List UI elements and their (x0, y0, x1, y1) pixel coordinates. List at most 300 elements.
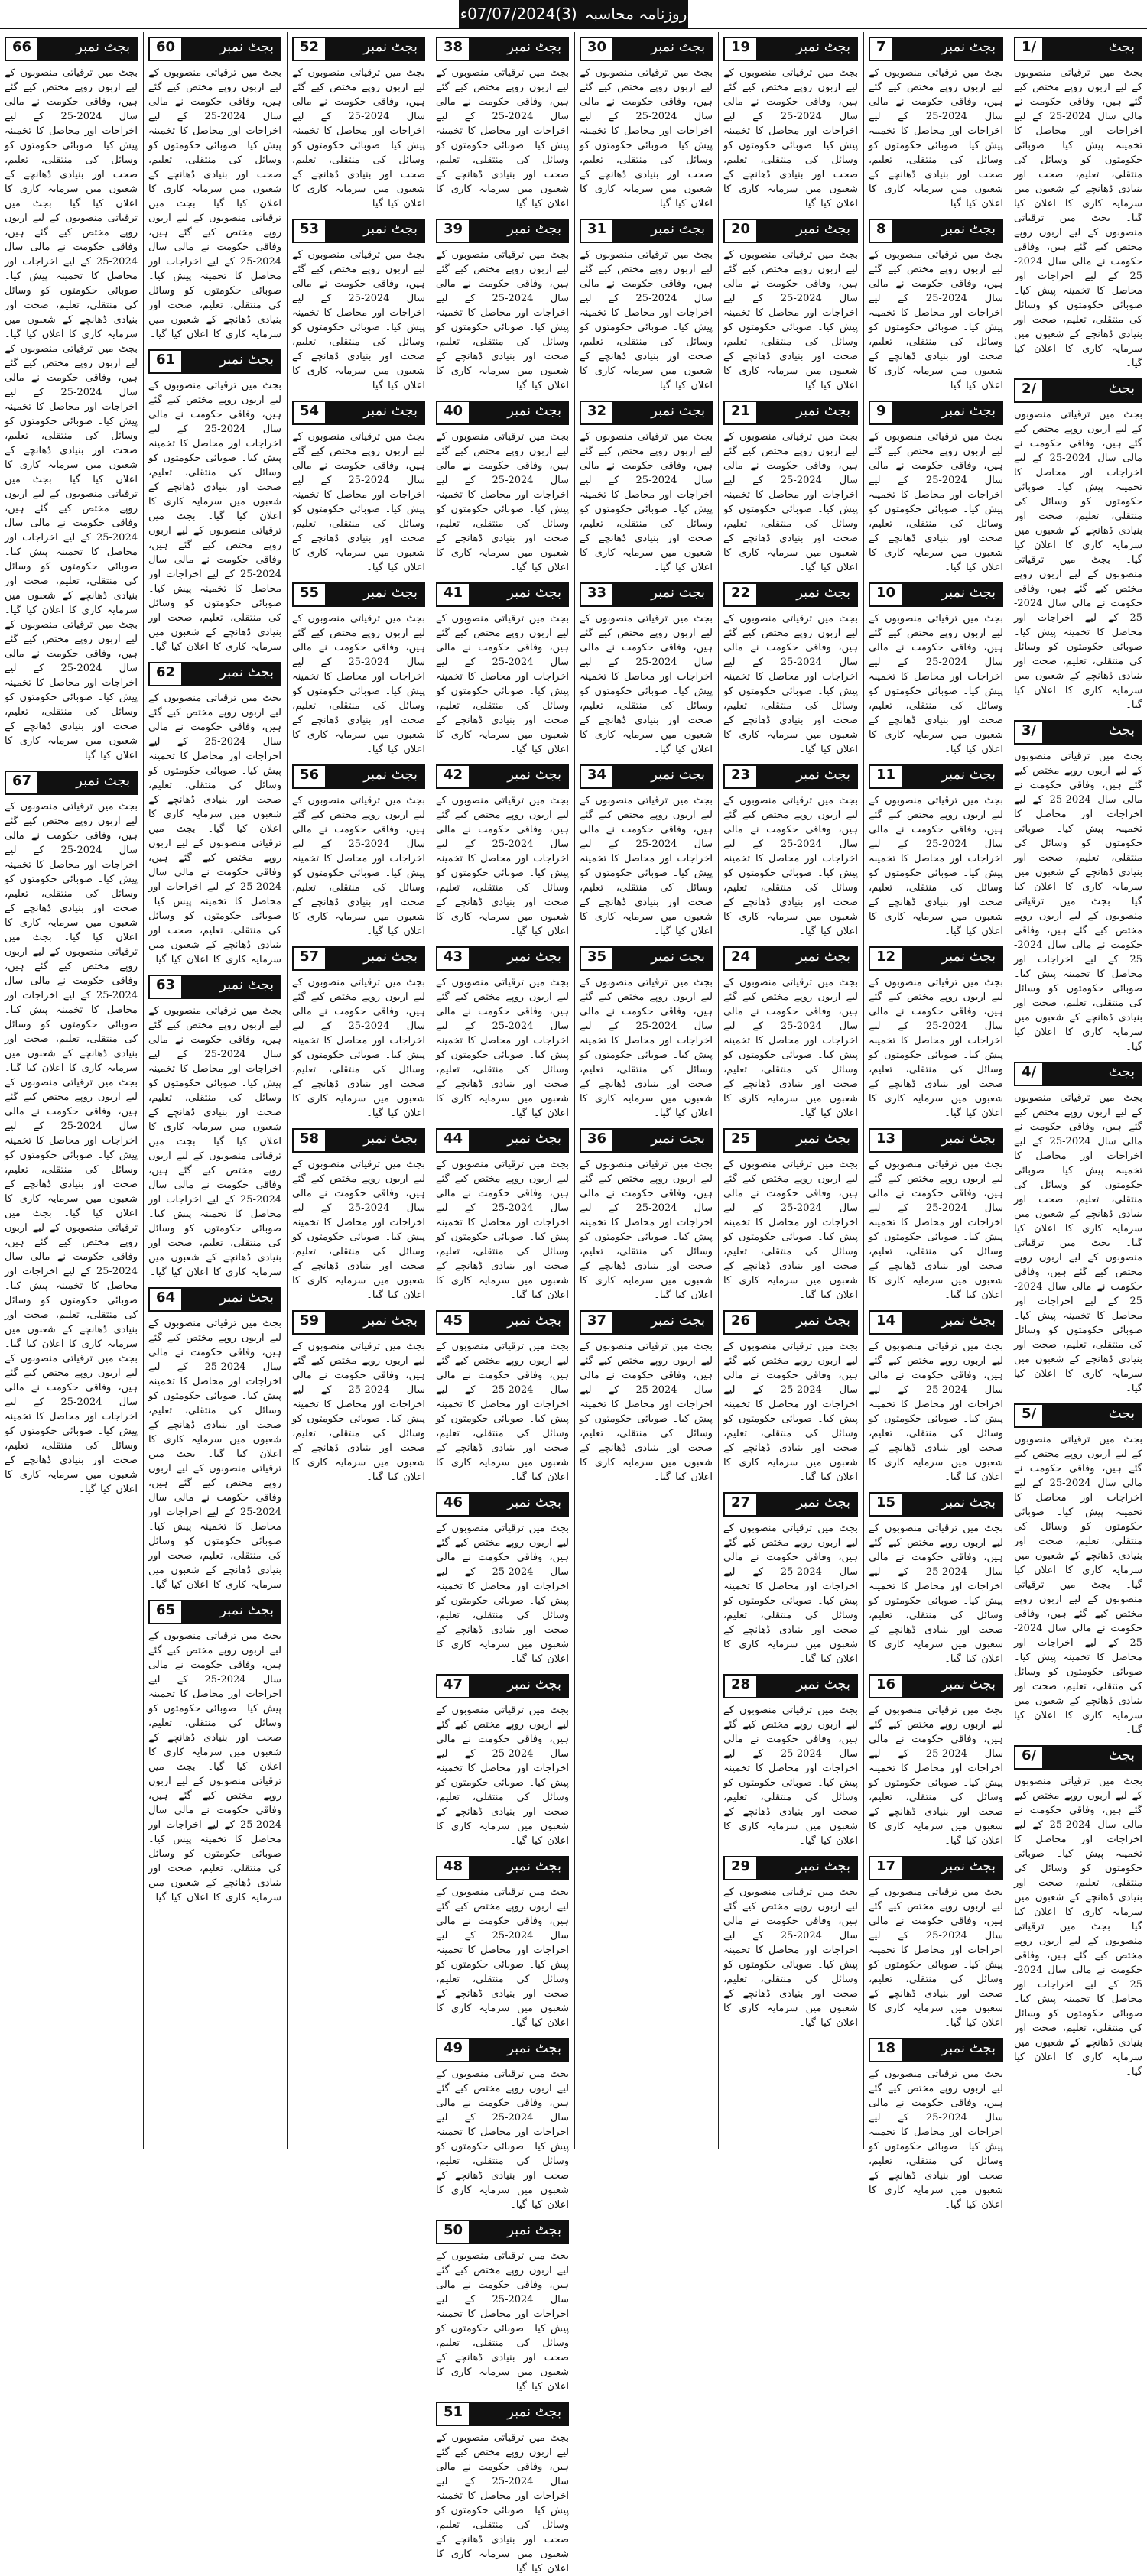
section-heading-box (436, 401, 569, 425)
section-number: 67 (6, 772, 37, 793)
section-body-text: بجٹ میں ترقیاتی منصوبوں کے لیے اربوں روپے مختص کیے گئے ہیں، وفاقی حکومت نے مالی سال 2024-25 کے لیے اخراجات اور محاصل کا تخمینہ پیش کیا۔ صوبائی حکومتوں کو وسائل کی منتقلی، تعلیم، صحت اور بنیادی ڈھانچے کے شعبوں میں سرمایہ کاری کا اعلان کیا گیا۔ بجٹ میں ترقیاتی منصوبوں کے لیے اربوں روپے مختص کیے گئے ہیں، وفاقی حکومت نے مالی سال 2024-25 کے لیے اخراجات اور محاصل کا تخمینہ پیش کیا۔ صوبائی حکومتوں کو وسائل کی منتقلی، تعلیم، صحت اور بنیادی ڈھانچے کے شعبوں میں سرمایہ کاری کا اعلان کیا گیا۔ (148, 1318, 281, 1591)
section-label: بجٹ نمبر (902, 584, 1002, 605)
section-heading-box (580, 219, 713, 243)
section-body-text: بجٹ میں ترقیاتی منصوبوں کے لیے اربوں روپے مختص کیے گئے ہیں، وفاقی حکومت نے مالی سال 2024-25 کے لیے اخراجات اور محاصل کا تخمینہ پیش کیا۔ صوبائی حکومتوں کو وسائل کی منتقلی، تعلیم، صحت اور بنیادی ڈھانچے کے شعبوں میں سرمایہ کاری کا اعلان کیا گیا۔ (580, 795, 713, 937)
column-6 (288, 32, 430, 2149)
section-label: بجٹ (1042, 722, 1141, 743)
section-heading-box (580, 582, 713, 607)
section-heading-box (292, 1310, 425, 1335)
budget-section (436, 946, 569, 1121)
section-heading-box (292, 946, 425, 971)
section-heading-box (723, 219, 858, 243)
section-body-text: بجٹ میں ترقیاتی منصوبوں کے لیے اربوں روپے مختص کیے گئے ہیں، وفاقی حکومت نے مالی سال 2024-25 کے لیے اخراجات اور محاصل کا تخمینہ پیش کیا۔ صوبائی حکومتوں کو وسائل کی منتقلی، تعلیم، صحت اور بنیادی ڈھانچے کے شعبوں میں سرمایہ کاری کا اعلان کیا گیا۔ (580, 613, 713, 755)
section-heading-box (436, 1492, 569, 1517)
budget-section (436, 1128, 569, 1303)
section-body-text: بجٹ میں ترقیاتی منصوبوں کے لیے اربوں روپے مختص کیے گئے ہیں، وفاقی حکومت نے مالی سال 2024-25 کے لیے اخراجات اور محاصل کا تخمینہ پیش کیا۔ صوبائی حکومتوں کو وسائل کی منتقلی، تعلیم، صحت اور بنیادی ڈھانچے کے شعبوں میں سرمایہ کاری کا اعلان کیا گیا۔ (723, 1523, 858, 1665)
section-label: بجٹ نمبر (181, 663, 280, 685)
section-body-text: بجٹ میں ترقیاتی منصوبوں کے لیے اربوں روپے مختص کیے گئے ہیں، وفاقی حکومت نے مالی سال 2024-25 کے لیے اخراجات اور محاصل کا تخمینہ پیش کیا۔ صوبائی حکومتوں کو وسائل کی منتقلی، تعلیم، صحت اور بنیادی ڈھانچے کے شعبوں میں سرمایہ کاری کا اعلان کیا گیا۔ (580, 249, 713, 391)
section-number: 17 (870, 1857, 902, 1879)
section-number: 62 (150, 663, 181, 685)
section-body-text: بجٹ میں ترقیاتی منصوبوں کے لیے اربوں روپے مختص کیے گئے ہیں، وفاقی حکومت نے مالی سال 2024-25 کے لیے اخراجات اور محاصل کا تخمینہ پیش کیا۔ صوبائی حکومتوں کو وسائل کی منتقلی، تعلیم، صحت اور بنیادی ڈھانچے کے شعبوں میں سرمایہ کاری کا اعلان کیا گیا۔ (436, 613, 569, 755)
section-number: 46 (437, 1494, 469, 1515)
section-label: بجٹ نمبر (902, 948, 1002, 969)
section-number: 3/ (1015, 722, 1042, 743)
section-label: بجٹ نمبر (469, 1130, 567, 1151)
section-body-text: بجٹ میں ترقیاتی منصوبوں کے لیے اربوں روپے مختص کیے گئے ہیں، وفاقی حکومت نے مالی سال 2024-25 کے لیے اخراجات اور محاصل کا تخمینہ پیش کیا۔ صوبائی حکومتوں کو وسائل کی منتقلی، تعلیم، صحت اور بنیادی ڈھانچے کے شعبوں میں سرمایہ کاری کا اعلان کیا گیا۔ (292, 249, 425, 391)
section-body-text: بجٹ میں ترقیاتی منصوبوں کے لیے اربوں روپے مختص کیے گئے ہیں، وفاقی حکومت نے مالی سال 2024-25 کے لیے اخراجات اور محاصل کا تخمینہ پیش کیا۔ صوبائی حکومتوں کو وسائل کی منتقلی، تعلیم، صحت اور بنیادی ڈھانچے کے شعبوں میں سرمایہ کاری کا اعلان کیا گیا۔ بجٹ میں ترقیاتی منصوبوں کے لیے اربوں روپے مختص کیے گئے ہیں، وفاقی حکومت نے مالی سال 2024-25 کے لیے اخراجات اور محاصل کا تخمینہ پیش کیا۔ صوبائی حکومتوں کو وسائل کی منتقلی، تعلیم، صحت اور بنیادی ڈھانچے کے شعبوں میں سرمایہ کاری کا اعلان کیا گیا۔ (1014, 409, 1142, 711)
section-body-text: بجٹ میں ترقیاتی منصوبوں کے لیے اربوں روپے مختص کیے گئے ہیں، وفاقی حکومت نے مالی سال 2024-25 کے لیے اخراجات اور محاصل کا تخمینہ پیش کیا۔ صوبائی حکومتوں کو وسائل کی منتقلی، تعلیم، صحت اور بنیادی ڈھانچے کے شعبوں میں سرمایہ کاری کا اعلان کیا گیا۔ (292, 977, 425, 1119)
section-label: بجٹ نمبر (756, 1676, 856, 1697)
budget-section (723, 1128, 858, 1303)
section-body-text: بجٹ میں ترقیاتی منصوبوں کے لیے اربوں روپے مختص کیے گئے ہیں، وفاقی حکومت نے مالی سال 2024-25 کے لیے اخراجات اور محاصل کا تخمینہ پیش کیا۔ صوبائی حکومتوں کو وسائل کی منتقلی، تعلیم، صحت اور بنیادی ڈھانچے کے شعبوں میں سرمایہ کاری کا اعلان کیا گیا۔ بجٹ میں ترقیاتی منصوبوں کے لیے اربوں روپے مختص کیے گئے ہیں، وفاقی حکومت نے مالی سال 2024-25 کے لیے اخراجات اور محاصل کا تخمینہ پیش کیا۔ صوبائی حکومتوں کو وسائل کی منتقلی، تعلیم، صحت اور بنیادی ڈھانچے کے شعبوں میں سرمایہ کاری کا اعلان کیا گیا۔ (1014, 1092, 1142, 1394)
section-body-text: بجٹ میں ترقیاتی منصوبوں کے لیے اربوں روپے مختص کیے گئے ہیں، وفاقی حکومت نے مالی سال 2024-25 کے لیے اخراجات اور محاصل کا تخمینہ پیش کیا۔ صوبائی حکومتوں کو وسائل کی منتقلی، تعلیم، صحت اور بنیادی ڈھانچے کے شعبوں میں سرمایہ کاری کا اعلان کیا گیا۔ (723, 249, 858, 391)
budget-section (292, 1128, 425, 1303)
section-body-text: بجٹ میں ترقیاتی منصوبوں کے لیے اربوں روپے مختص کیے گئے ہیں، وفاقی حکومت نے مالی سال 2024-25 کے لیے اخراجات اور محاصل کا تخمینہ پیش کیا۔ صوبائی حکومتوں کو وسائل کی منتقلی، تعلیم، صحت اور بنیادی ڈھانچے کے شعبوں میں سرمایہ کاری کا اعلان کیا گیا۔ (580, 67, 713, 209)
section-heading-box (148, 349, 281, 374)
budget-section (869, 764, 1003, 939)
column-divider (718, 32, 719, 2149)
section-heading-box (292, 764, 425, 789)
budget-section (292, 946, 425, 1121)
section-heading-box (580, 1310, 713, 1335)
section-number: 57 (294, 948, 325, 969)
section-heading-box (580, 401, 713, 425)
column-5 (431, 32, 574, 2574)
section-body-text: بجٹ میں ترقیاتی منصوبوں کے لیے اربوں روپے مختص کیے گئے ہیں، وفاقی حکومت نے مالی سال 2024-25 کے لیے اخراجات اور محاصل کا تخمینہ پیش کیا۔ صوبائی حکومتوں کو وسائل کی منتقلی، تعلیم، صحت اور بنیادی ڈھانچے کے شعبوں میں سرمایہ کاری کا اعلان کیا گیا۔ (436, 2068, 569, 2211)
section-label: بجٹ نمبر (469, 1857, 567, 1879)
column-2 (864, 32, 1008, 2211)
section-body-text: بجٹ میں ترقیاتی منصوبوں کے لیے اربوں روپے مختص کیے گئے ہیں، وفاقی حکومت نے مالی سال 2024-25 کے لیے اخراجات اور محاصل کا تخمینہ پیش کیا۔ صوبائی حکومتوں کو وسائل کی منتقلی، تعلیم، صحت اور بنیادی ڈھانچے کے شعبوں میں سرمایہ کاری کا اعلان کیا گیا۔ بجٹ میں ترقیاتی منصوبوں کے لیے اربوں روپے مختص کیے گئے ہیں، وفاقی حکومت نے مالی سال 2024-25 کے لیے اخراجات اور محاصل کا تخمینہ پیش کیا۔ صوبائی حکومتوں کو وسائل کی منتقلی، تعلیم، صحت اور بنیادی ڈھانچے کے شعبوں میں سرمایہ کاری کا اعلان کیا گیا۔ (1014, 751, 1142, 1053)
budget-section (580, 582, 713, 757)
section-heading-box (723, 1856, 858, 1880)
budget-section (436, 219, 569, 393)
section-label: بجٹ نمبر (181, 976, 280, 998)
section-body-text: بجٹ میں ترقیاتی منصوبوں کے لیے اربوں روپے مختص کیے گئے ہیں، وفاقی حکومت نے مالی سال 2024-25 کے لیے اخراجات اور محاصل کا تخمینہ پیش کیا۔ صوبائی حکومتوں کو وسائل کی منتقلی، تعلیم، صحت اور بنیادی ڈھانچے کے شعبوں میں سرمایہ کاری کا اعلان کیا گیا۔ (436, 977, 569, 1119)
section-heading-box (436, 2402, 569, 2426)
section-number: 66 (6, 38, 37, 60)
section-label: بجٹ نمبر (469, 220, 567, 242)
section-number: 53 (294, 220, 325, 242)
budget-section (148, 1287, 281, 1592)
budget-section (580, 37, 713, 211)
section-body-text: بجٹ میں ترقیاتی منصوبوں کے لیے اربوں روپے مختص کیے گئے ہیں، وفاقی حکومت نے مالی سال 2024-25 کے لیے اخراجات اور محاصل کا تخمینہ پیش کیا۔ صوبائی حکومتوں کو وسائل کی منتقلی، تعلیم، صحت اور بنیادی ڈھانچے کے شعبوں میں سرمایہ کاری کا اعلان کیا گیا۔ (436, 795, 569, 937)
section-label: بجٹ نمبر (325, 766, 424, 787)
section-body-text: بجٹ میں ترقیاتی منصوبوں کے لیے اربوں روپے مختص کیے گئے ہیں، وفاقی حکومت نے مالی سال 2024-25 کے لیے اخراجات اور محاصل کا تخمینہ پیش کیا۔ صوبائی حکومتوں کو وسائل کی منتقلی، تعلیم، صحت اور بنیادی ڈھانچے کے شعبوں میں سرمایہ کاری کا اعلان کیا گیا۔ (869, 977, 1003, 1119)
section-number: 18 (870, 2039, 902, 2061)
section-heading-box (869, 401, 1003, 425)
section-heading-box (436, 1856, 569, 1880)
section-heading-box (148, 975, 281, 999)
section-label: بجٹ نمبر (612, 1130, 711, 1151)
section-label: بجٹ نمبر (612, 38, 711, 60)
column-divider (143, 32, 144, 2149)
section-heading-box (869, 1310, 1003, 1335)
budget-section (580, 764, 713, 939)
section-heading-box (723, 582, 858, 607)
section-number: 28 (725, 1676, 756, 1697)
section-heading-box (869, 37, 1003, 61)
section-number: 51 (437, 2403, 469, 2425)
section-label: بجٹ نمبر (325, 1130, 424, 1151)
budget-section (148, 37, 281, 342)
section-label: بجٹ نمبر (325, 584, 424, 605)
section-body-text: بجٹ میں ترقیاتی منصوبوں کے لیے اربوں روپے مختص کیے گئے ہیں، وفاقی حکومت نے مالی سال 2024-25 کے لیے اخراجات اور محاصل کا تخمینہ پیش کیا۔ صوبائی حکومتوں کو وسائل کی منتقلی، تعلیم، صحت اور بنیادی ڈھانچے کے شعبوں میں سرمایہ کاری کا اعلان کیا گیا۔ (436, 67, 569, 209)
section-heading-box (436, 1310, 569, 1335)
section-number: 10 (870, 584, 902, 605)
budget-section (1014, 1062, 1142, 1396)
section-heading-box (869, 219, 1003, 243)
section-body-text: بجٹ میں ترقیاتی منصوبوں کے لیے اربوں روپے مختص کیے گئے ہیں، وفاقی حکومت نے مالی سال 2024-25 کے لیے اخراجات اور محاصل کا تخمینہ پیش کیا۔ صوبائی حکومتوں کو وسائل کی منتقلی، تعلیم، صحت اور بنیادی ڈھانچے کے شعبوں میں سرمایہ کاری کا اعلان کیا گیا۔ (723, 431, 858, 573)
section-heading-box (723, 1128, 858, 1153)
section-number: 14 (870, 1312, 902, 1333)
section-heading-box (436, 946, 569, 971)
section-body-text: بجٹ میں ترقیاتی منصوبوں کے لیے اربوں روپے مختص کیے گئے ہیں، وفاقی حکومت نے مالی سال 2024-25 کے لیے اخراجات اور محاصل کا تخمینہ پیش کیا۔ صوبائی حکومتوں کو وسائل کی منتقلی، تعلیم، صحت اور بنیادی ڈھانچے کے شعبوں میں سرمایہ کاری کا اعلان کیا گیا۔ (580, 1341, 713, 1483)
section-number: 8 (870, 220, 892, 242)
section-heading-box (580, 1128, 713, 1153)
section-heading-box (1014, 378, 1142, 403)
section-number: 36 (581, 1130, 612, 1151)
section-label: بجٹ نمبر (612, 402, 711, 423)
masthead-date: (3)07/07/2024ء (460, 5, 577, 23)
section-number: 64 (150, 1289, 181, 1310)
section-number: 40 (437, 402, 469, 423)
section-heading-box (292, 582, 425, 607)
section-label: بجٹ نمبر (902, 1676, 1002, 1697)
budget-section (1014, 1403, 1142, 1737)
budget-section (1014, 1745, 1142, 2079)
section-label: بجٹ نمبر (469, 1494, 567, 1515)
section-label: بجٹ نمبر (469, 2403, 567, 2425)
section-number: 30 (581, 38, 612, 60)
section-body-text: بجٹ میں ترقیاتی منصوبوں کے لیے اربوں روپے مختص کیے گئے ہیں، وفاقی حکومت نے مالی سال 2024-25 کے لیے اخراجات اور محاصل کا تخمینہ پیش کیا۔ صوبائی حکومتوں کو وسائل کی منتقلی، تعلیم، صحت اور بنیادی ڈھانچے کے شعبوں میں سرمایہ کاری کا اعلان کیا گیا۔ بجٹ میں ترقیاتی منصوبوں کے لیے اربوں روپے مختص کیے گئے ہیں، وفاقی حکومت نے مالی سال 2024-25 کے لیے اخراجات اور محاصل کا تخمینہ پیش کیا۔ صوبائی حکومتوں کو وسائل کی منتقلی، تعلیم، صحت اور بنیادی ڈھانچے کے شعبوں میں سرمایہ کاری کا اعلان کیا گیا۔ (148, 693, 281, 965)
budget-section (869, 1674, 1003, 1848)
section-body-text: بجٹ میں ترقیاتی منصوبوں کے لیے اربوں روپے مختص کیے گئے ہیں، وفاقی حکومت نے مالی سال 2024-25 کے لیے اخراجات اور محاصل کا تخمینہ پیش کیا۔ صوبائی حکومتوں کو وسائل کی منتقلی، تعلیم، صحت اور بنیادی ڈھانچے کے شعبوں میں سرمایہ کاری کا اعلان کیا گیا۔ (869, 795, 1003, 937)
section-heading-box (148, 662, 281, 686)
budget-section (723, 764, 858, 939)
budget-section (5, 771, 138, 1497)
column-1 (1009, 32, 1147, 2149)
section-label: بجٹ نمبر (181, 1289, 280, 1310)
section-number: 55 (294, 584, 325, 605)
masthead-rule (0, 28, 1147, 29)
section-body-text: بجٹ میں ترقیاتی منصوبوں کے لیے اربوں روپے مختص کیے گئے ہیں، وفاقی حکومت نے مالی سال 2024-25 کے لیے اخراجات اور محاصل کا تخمینہ پیش کیا۔ صوبائی حکومتوں کو وسائل کی منتقلی، تعلیم، صحت اور بنیادی ڈھانچے کے شعبوں میں سرمایہ کاری کا اعلان کیا گیا۔ (869, 2068, 1003, 2211)
section-label: بجٹ نمبر (902, 1312, 1002, 1333)
section-heading-box (723, 946, 858, 971)
section-number: 23 (725, 766, 756, 787)
section-body-text: بجٹ میں ترقیاتی منصوبوں کے لیے اربوں روپے مختص کیے گئے ہیں، وفاقی حکومت نے مالی سال 2024-25 کے لیے اخراجات اور محاصل کا تخمینہ پیش کیا۔ صوبائی حکومتوں کو وسائل کی منتقلی، تعلیم، صحت اور بنیادی ڈھانچے کے شعبوں میں سرمایہ کاری کا اعلان کیا گیا۔ (723, 1705, 858, 1847)
section-body-text: بجٹ میں ترقیاتی منصوبوں کے لیے اربوں روپے مختص کیے گئے ہیں، وفاقی حکومت نے مالی سال 2024-25 کے لیے اخراجات اور محاصل کا تخمینہ پیش کیا۔ صوبائی حکومتوں کو وسائل کی منتقلی، تعلیم، صحت اور بنیادی ڈھانچے کے شعبوں میں سرمایہ کاری کا اعلان کیا گیا۔ (723, 613, 858, 755)
section-heading-box (436, 1128, 569, 1153)
section-number: 15 (870, 1494, 902, 1515)
budget-section (580, 1310, 713, 1484)
budget-section (436, 401, 569, 575)
budget-section (869, 1310, 1003, 1484)
budget-section (148, 349, 281, 654)
section-label: بجٹ (1042, 380, 1141, 401)
budget-section (436, 37, 569, 211)
section-body-text: بجٹ میں ترقیاتی منصوبوں کے لیے اربوں روپے مختص کیے گئے ہیں، وفاقی حکومت نے مالی سال 2024-25 کے لیے اخراجات اور محاصل کا تخمینہ پیش کیا۔ صوبائی حکومتوں کو وسائل کی منتقلی، تعلیم، صحت اور بنیادی ڈھانچے کے شعبوں میں سرمایہ کاری کا اعلان کیا گیا۔ (292, 795, 425, 937)
section-heading-box (5, 37, 138, 61)
section-heading-box (148, 1600, 281, 1624)
section-label: بجٹ نمبر (756, 1312, 856, 1333)
section-heading-box (723, 1674, 858, 1698)
section-body-text: بجٹ میں ترقیاتی منصوبوں کے لیے اربوں روپے مختص کیے گئے ہیں، وفاقی حکومت نے مالی سال 2024-25 کے لیے اخراجات اور محاصل کا تخمینہ پیش کیا۔ صوبائی حکومتوں کو وسائل کی منتقلی، تعلیم، صحت اور بنیادی ڈھانچے کے شعبوں میں سرمایہ کاری کا اعلان کیا گیا۔ (723, 1159, 858, 1301)
section-label: بجٹ نمبر (612, 220, 711, 242)
section-label: بجٹ نمبر (902, 1130, 1002, 1151)
column-divider (287, 32, 288, 2149)
section-body-text: بجٹ میں ترقیاتی منصوبوں کے لیے اربوں روپے مختص کیے گئے ہیں، وفاقی حکومت نے مالی سال 2024-25 کے لیے اخراجات اور محاصل کا تخمینہ پیش کیا۔ صوبائی حکومتوں کو وسائل کی منتقلی، تعلیم، صحت اور بنیادی ڈھانچے کے شعبوں میں سرمایہ کاری کا اعلان کیا گیا۔ بجٹ میں ترقیاتی منصوبوں کے لیے اربوں روپے مختص کیے گئے ہیں، وفاقی حکومت نے مالی سال 2024-25 کے لیے اخراجات اور محاصل کا تخمینہ پیش کیا۔ صوبائی حکومتوں کو وسائل کی منتقلی، تعلیم، صحت اور بنیادی ڈھانچے کے شعبوں میں سرمایہ کاری کا اعلان کیا گیا۔ (1014, 1776, 1142, 2078)
budget-section (869, 1128, 1003, 1303)
section-heading-box (1014, 720, 1142, 745)
budget-section (436, 2402, 569, 2576)
section-body-text: بجٹ میں ترقیاتی منصوبوں کے لیے اربوں روپے مختص کیے گئے ہیں، وفاقی حکومت نے مالی سال 2024-25 کے لیے اخراجات اور محاصل کا تخمینہ پیش کیا۔ صوبائی حکومتوں کو وسائل کی منتقلی، تعلیم، صحت اور بنیادی ڈھانچے کے شعبوں میں سرمایہ کاری کا اعلان کیا گیا۔ بجٹ میں ترقیاتی منصوبوں کے لیے اربوں روپے مختص کیے گئے ہیں، وفاقی حکومت نے مالی سال 2024-25 کے لیے اخراجات اور محاصل کا تخمینہ پیش کیا۔ صوبائی حکومتوں کو وسائل کی منتقلی، تعلیم، صحت اور بنیادی ڈھانچے کے شعبوں میں سرمایہ کاری کا اعلان کیا گیا۔ بجٹ میں ترقیاتی منصوبوں کے لیے اربوں روپے مختص کیے گئے ہیں، وفاقی حکومت نے مالی سال 2024-25 کے لیے اخراجات اور محاصل کا تخمینہ پیش کیا۔ صوبائی حکومتوں کو وسائل کی منتقلی، تعلیم، صحت اور بنیادی ڈھانچے کے شعبوں میں سرمایہ کاری کا اعلان کیا گیا۔ بجٹ میں ترقیاتی منصوبوں کے لیے اربوں روپے مختص کیے گئے ہیں، وفاقی حکومت نے مالی سال 2024-25 کے لیے اخراجات اور محاصل کا تخمینہ پیش کیا۔ صوبائی حکومتوں کو وسائل کی منتقلی، تعلیم، صحت اور بنیادی ڈھانچے کے شعبوں میں سرمایہ کاری کا اعلان کیا گیا۔ بجٹ میں ترقیاتی منصوبوں کے لیے اربوں روپے مختص کیے گئے ہیں، وفاقی حکومت نے مالی سال 2024-25 کے لیے اخراجات اور محاصل کا تخمینہ پیش کیا۔ صوبائی حکومتوں کو وسائل کی منتقلی، تعلیم، صحت اور بنیادی ڈھانچے کے شعبوں میں سرمایہ کاری کا اعلان کیا گیا۔ (5, 801, 138, 1495)
section-number: 27 (725, 1494, 756, 1515)
budget-section (869, 1856, 1003, 2030)
section-number: 21 (725, 402, 756, 423)
section-body-text: بجٹ میں ترقیاتی منصوبوں کے لیے اربوں روپے مختص کیے گئے ہیں، وفاقی حکومت نے مالی سال 2024-25 کے لیے اخراجات اور محاصل کا تخمینہ پیش کیا۔ صوبائی حکومتوں کو وسائل کی منتقلی، تعلیم، صحت اور بنیادی ڈھانچے کے شعبوں میں سرمایہ کاری کا اعلان کیا گیا۔ (292, 67, 425, 209)
section-body-text: بجٹ میں ترقیاتی منصوبوں کے لیے اربوں روپے مختص کیے گئے ہیں، وفاقی حکومت نے مالی سال 2024-25 کے لیے اخراجات اور محاصل کا تخمینہ پیش کیا۔ صوبائی حکومتوں کو وسائل کی منتقلی، تعلیم، صحت اور بنیادی ڈھانچے کے شعبوں میں سرمایہ کاری کا اعلان کیا گیا۔ بجٹ میں ترقیاتی منصوبوں کے لیے اربوں روپے مختص کیے گئے ہیں، وفاقی حکومت نے مالی سال 2024-25 کے لیے اخراجات اور محاصل کا تخمینہ پیش کیا۔ صوبائی حکومتوں کو وسائل کی منتقلی، تعلیم، صحت اور بنیادی ڈھانچے کے شعبوں میں سرمایہ کاری کا اعلان کیا گیا۔ (148, 1630, 281, 1903)
budget-section (580, 219, 713, 393)
section-number: 26 (725, 1312, 756, 1333)
section-heading-box (1014, 37, 1142, 61)
section-number: 4/ (1015, 1063, 1042, 1085)
section-body-text: بجٹ میں ترقیاتی منصوبوں کے لیے اربوں روپے مختص کیے گئے ہیں، وفاقی حکومت نے مالی سال 2024-25 کے لیے اخراجات اور محاصل کا تخمینہ پیش کیا۔ صوبائی حکومتوں کو وسائل کی منتقلی، تعلیم، صحت اور بنیادی ڈھانچے کے شعبوں میں سرمایہ کاری کا اعلان کیا گیا۔ (723, 1887, 858, 2029)
section-number: 41 (437, 584, 469, 605)
section-label: بجٹ نمبر (469, 1676, 567, 1697)
section-heading-box (148, 1287, 281, 1312)
section-label: بجٹ نمبر (181, 38, 280, 60)
section-body-text: بجٹ میں ترقیاتی منصوبوں کے لیے اربوں روپے مختص کیے گئے ہیں، وفاقی حکومت نے مالی سال 2024-25 کے لیے اخراجات اور محاصل کا تخمینہ پیش کیا۔ صوبائی حکومتوں کو وسائل کی منتقلی، تعلیم، صحت اور بنیادی ڈھانچے کے شعبوں میں سرمایہ کاری کا اعلان کیا گیا۔ (292, 1159, 425, 1301)
section-number: 58 (294, 1130, 325, 1151)
section-label: بجٹ نمبر (325, 948, 424, 969)
section-heading-box (436, 582, 569, 607)
section-number: 59 (294, 1312, 325, 1333)
section-number: 31 (581, 220, 612, 242)
section-label: بجٹ نمبر (756, 1857, 856, 1879)
section-body-text: بجٹ میں ترقیاتی منصوبوں کے لیے اربوں روپے مختص کیے گئے ہیں، وفاقی حکومت نے مالی سال 2024-25 کے لیے اخراجات اور محاصل کا تخمینہ پیش کیا۔ صوبائی حکومتوں کو وسائل کی منتقلی، تعلیم، صحت اور بنیادی ڈھانچے کے شعبوں میں سرمایہ کاری کا اعلان کیا گیا۔ (580, 977, 713, 1119)
section-body-text: بجٹ میں ترقیاتی منصوبوں کے لیے اربوں روپے مختص کیے گئے ہیں، وفاقی حکومت نے مالی سال 2024-25 کے لیے اخراجات اور محاصل کا تخمینہ پیش کیا۔ صوبائی حکومتوں کو وسائل کی منتقلی، تعلیم، صحت اور بنیادی ڈھانچے کے شعبوں میں سرمایہ کاری کا اعلان کیا گیا۔ (436, 431, 569, 573)
section-label: بجٹ نمبر (902, 766, 1002, 787)
section-body-text: بجٹ میں ترقیاتی منصوبوں کے لیے اربوں روپے مختص کیے گئے ہیں، وفاقی حکومت نے مالی سال 2024-25 کے لیے اخراجات اور محاصل کا تخمینہ پیش کیا۔ صوبائی حکومتوں کو وسائل کی منتقلی، تعلیم، صحت اور بنیادی ڈھانچے کے شعبوں میں سرمایہ کاری کا اعلان کیا گیا۔ بجٹ میں ترقیاتی منصوبوں کے لیے اربوں روپے مختص کیے گئے ہیں، وفاقی حکومت نے مالی سال 2024-25 کے لیے اخراجات اور محاصل کا تخمینہ پیش کیا۔ صوبائی حکومتوں کو وسائل کی منتقلی، تعلیم، صحت اور بنیادی ڈھانچے کے شعبوں میں سرمایہ کاری کا اعلان کیا گیا۔ (1014, 1434, 1142, 1736)
section-label: بجٹ نمبر (469, 2221, 567, 2243)
section-number: 39 (437, 220, 469, 242)
section-body-text: بجٹ میں ترقیاتی منصوبوں کے لیے اربوں روپے مختص کیے گئے ہیں، وفاقی حکومت نے مالی سال 2024-25 کے لیے اخراجات اور محاصل کا تخمینہ پیش کیا۔ صوبائی حکومتوں کو وسائل کی منتقلی، تعلیم، صحت اور بنیادی ڈھانچے کے شعبوں میں سرمایہ کاری کا اعلان کیا گیا۔ (436, 1705, 569, 1847)
section-body-text: بجٹ میں ترقیاتی منصوبوں کے لیے اربوں روپے مختص کیے گئے ہیں، وفاقی حکومت نے مالی سال 2024-25 کے لیے اخراجات اور محاصل کا تخمینہ پیش کیا۔ صوبائی حکومتوں کو وسائل کی منتقلی، تعلیم، صحت اور بنیادی ڈھانچے کے شعبوں میں سرمایہ کاری کا اعلان کیا گیا۔ (436, 2250, 569, 2393)
column-8 (0, 32, 142, 2149)
masthead-title: روزنامہ محاسبہ (584, 5, 687, 23)
section-number: 65 (150, 1601, 181, 1623)
section-label: بجٹ نمبر (756, 220, 856, 242)
section-heading-box (148, 37, 281, 61)
budget-section (436, 1492, 569, 1666)
section-number: 13 (870, 1130, 902, 1151)
section-label: بجٹ نمبر (756, 948, 856, 969)
section-body-text: بجٹ میں ترقیاتی منصوبوں کے لیے اربوں روپے مختص کیے گئے ہیں، وفاقی حکومت نے مالی سال 2024-25 کے لیے اخراجات اور محاصل کا تخمینہ پیش کیا۔ صوبائی حکومتوں کو وسائل کی منتقلی، تعلیم، صحت اور بنیادی ڈھانچے کے شعبوں میں سرمایہ کاری کا اعلان کیا گیا۔ (723, 977, 858, 1119)
section-heading-box (580, 764, 713, 789)
section-heading-box (436, 219, 569, 243)
budget-section (869, 946, 1003, 1121)
budget-section (869, 1492, 1003, 1666)
section-number: 54 (294, 402, 325, 423)
section-label: بجٹ نمبر (612, 1312, 711, 1333)
section-body-text: بجٹ میں ترقیاتی منصوبوں کے لیے اربوں روپے مختص کیے گئے ہیں، وفاقی حکومت نے مالی سال 2024-25 کے لیے اخراجات اور محاصل کا تخمینہ پیش کیا۔ صوبائی حکومتوں کو وسائل کی منتقلی، تعلیم، صحت اور بنیادی ڈھانچے کے شعبوں میں سرمایہ کاری کا اعلان کیا گیا۔ (436, 2432, 569, 2574)
budget-section (723, 37, 858, 211)
section-heading-box (1014, 1745, 1142, 1770)
section-label: بجٹ نمبر (325, 1312, 424, 1333)
section-label: بجٹ نمبر (756, 402, 856, 423)
section-body-text: بجٹ میں ترقیاتی منصوبوں کے لیے اربوں روپے مختص کیے گئے ہیں، وفاقی حکومت نے مالی سال 2024-25 کے لیے اخراجات اور محاصل کا تخمینہ پیش کیا۔ صوبائی حکومتوں کو وسائل کی منتقلی، تعلیم، صحت اور بنیادی ڈھانچے کے شعبوں میں سرمایہ کاری کا اعلان کیا گیا۔ (869, 613, 1003, 755)
section-label: بجٹ نمبر (756, 1494, 856, 1515)
section-label: بجٹ نمبر (469, 948, 567, 969)
section-number: 48 (437, 1857, 469, 1879)
section-number: 22 (725, 584, 756, 605)
column-divider (863, 32, 864, 2149)
section-number: 50 (437, 2221, 469, 2243)
budget-section (869, 582, 1003, 757)
section-label: بجٹ نمبر (756, 584, 856, 605)
section-number: 5/ (1015, 1405, 1042, 1426)
budget-section (436, 1856, 569, 2030)
budget-section (869, 401, 1003, 575)
section-label: بجٹ نمبر (902, 1857, 1002, 1879)
column-4 (575, 32, 717, 2149)
column-divider (574, 32, 575, 2149)
section-body-text: بجٹ میں ترقیاتی منصوبوں کے لیے اربوں روپے مختص کیے گئے ہیں، وفاقی حکومت نے مالی سال 2024-25 کے لیے اخراجات اور محاصل کا تخمینہ پیش کیا۔ صوبائی حکومتوں کو وسائل کی منتقلی، تعلیم، صحت اور بنیادی ڈھانچے کے شعبوں میں سرمایہ کاری کا اعلان کیا گیا۔ بجٹ میں ترقیاتی منصوبوں کے لیے اربوں روپے مختص کیے گئے ہیں، وفاقی حکومت نے مالی سال 2024-25 کے لیے اخراجات اور محاصل کا تخمینہ پیش کیا۔ صوبائی حکومتوں کو وسائل کی منتقلی، تعلیم، صحت اور بنیادی ڈھانچے کے شعبوں میں سرمایہ کاری کا اعلان کیا گیا۔ (148, 67, 281, 340)
section-body-text: بجٹ میں ترقیاتی منصوبوں کے لیے اربوں روپے مختص کیے گئے ہیں، وفاقی حکومت نے مالی سال 2024-25 کے لیے اخراجات اور محاصل کا تخمینہ پیش کیا۔ صوبائی حکومتوں کو وسائل کی منتقلی، تعلیم، صحت اور بنیادی ڈھانچے کے شعبوں میں سرمایہ کاری کا اعلان کیا گیا۔ (869, 1523, 1003, 1665)
budget-section (869, 2038, 1003, 2212)
budget-section (723, 946, 858, 1121)
section-heading-box (869, 946, 1003, 971)
section-label: بجٹ نمبر (612, 766, 711, 787)
section-number: 60 (150, 38, 181, 60)
section-number: 38 (437, 38, 469, 60)
column-3 (719, 32, 863, 2149)
budget-section (436, 1674, 569, 1848)
section-number: 32 (581, 402, 612, 423)
section-heading-box (723, 401, 858, 425)
section-heading-box (869, 1128, 1003, 1153)
section-heading-box (436, 2038, 569, 2062)
section-heading-box (580, 37, 713, 61)
section-body-text: بجٹ میں ترقیاتی منصوبوں کے لیے اربوں روپے مختص کیے گئے ہیں، وفاقی حکومت نے مالی سال 2024-25 کے لیے اخراجات اور محاصل کا تخمینہ پیش کیا۔ صوبائی حکومتوں کو وسائل کی منتقلی، تعلیم، صحت اور بنیادی ڈھانچے کے شعبوں میں سرمایہ کاری کا اعلان کیا گیا۔ بجٹ میں ترقیاتی منصوبوں کے لیے اربوں روپے مختص کیے گئے ہیں، وفاقی حکومت نے مالی سال 2024-25 کے لیے اخراجات اور محاصل کا تخمینہ پیش کیا۔ صوبائی حکومتوں کو وسائل کی منتقلی، تعلیم، صحت اور بنیادی ڈھانچے کے شعبوں میں سرمایہ کاری کا اعلان کیا گیا۔ (148, 1005, 281, 1278)
section-heading-box (723, 37, 858, 61)
section-body-text: بجٹ میں ترقیاتی منصوبوں کے لیے اربوں روپے مختص کیے گئے ہیں، وفاقی حکومت نے مالی سال 2024-25 کے لیے اخراجات اور محاصل کا تخمینہ پیش کیا۔ صوبائی حکومتوں کو وسائل کی منتقلی، تعلیم، صحت اور بنیادی ڈھانچے کے شعبوں میں سرمایہ کاری کا اعلان کیا گیا۔ (723, 1341, 858, 1483)
budget-section (5, 37, 138, 763)
section-number: 29 (725, 1857, 756, 1879)
budget-section (148, 1600, 281, 1905)
section-label: بجٹ نمبر (756, 38, 856, 60)
section-label: بجٹ نمبر (469, 1312, 567, 1333)
budget-section (1014, 720, 1142, 1054)
budget-section (148, 975, 281, 1280)
section-body-text: بجٹ میں ترقیاتی منصوبوں کے لیے اربوں روپے مختص کیے گئے ہیں، وفاقی حکومت نے مالی سال 2024-25 کے لیے اخراجات اور محاصل کا تخمینہ پیش کیا۔ صوبائی حکومتوں کو وسائل کی منتقلی، تعلیم، صحت اور بنیادی ڈھانچے کے شعبوں میں سرمایہ کاری کا اعلان کیا گیا۔ (869, 1705, 1003, 1847)
section-body-text: بجٹ میں ترقیاتی منصوبوں کے لیے اربوں روپے مختص کیے گئے ہیں، وفاقی حکومت نے مالی سال 2024-25 کے لیے اخراجات اور محاصل کا تخمینہ پیش کیا۔ صوبائی حکومتوں کو وسائل کی منتقلی، تعلیم، صحت اور بنیادی ڈھانچے کے شعبوں میں سرمایہ کاری کا اعلان کیا گیا۔ بجٹ میں ترقیاتی منصوبوں کے لیے اربوں روپے مختص کیے گئے ہیں، وفاقی حکومت نے مالی سال 2024-25 کے لیے اخراجات اور محاصل کا تخمینہ پیش کیا۔ صوبائی حکومتوں کو وسائل کی منتقلی، تعلیم، صحت اور بنیادی ڈھانچے کے شعبوں میں سرمایہ کاری کا اعلان کیا گیا۔ (148, 380, 281, 653)
section-body-text: بجٹ میں ترقیاتی منصوبوں کے لیے اربوں روپے مختص کیے گئے ہیں، وفاقی حکومت نے مالی سال 2024-25 کے لیے اخراجات اور محاصل کا تخمینہ پیش کیا۔ صوبائی حکومتوں کو وسائل کی منتقلی، تعلیم، صحت اور بنیادی ڈھانچے کے شعبوں میں سرمایہ کاری کا اعلان کیا گیا۔ (869, 249, 1003, 391)
section-number: 45 (437, 1312, 469, 1333)
section-label: بجٹ نمبر (612, 948, 711, 969)
budget-section (292, 401, 425, 575)
section-body-text: بجٹ میں ترقیاتی منصوبوں کے لیے اربوں روپے مختص کیے گئے ہیں، وفاقی حکومت نے مالی سال 2024-25 کے لیے اخراجات اور محاصل کا تخمینہ پیش کیا۔ صوبائی حکومتوں کو وسائل کی منتقلی، تعلیم، صحت اور بنیادی ڈھانچے کے شعبوں میں سرمایہ کاری کا اعلان کیا گیا۔ (723, 795, 858, 937)
section-body-text: بجٹ میں ترقیاتی منصوبوں کے لیے اربوں روپے مختص کیے گئے ہیں، وفاقی حکومت نے مالی سال 2024-25 کے لیے اخراجات اور محاصل کا تخمینہ پیش کیا۔ صوبائی حکومتوں کو وسائل کی منتقلی، تعلیم، صحت اور بنیادی ڈھانچے کے شعبوں میں سرمایہ کاری کا اعلان کیا گیا۔ (869, 67, 1003, 209)
section-label: بجٹ نمبر (756, 1130, 856, 1151)
section-number: 7 (870, 38, 892, 60)
budget-section (580, 1128, 713, 1303)
budget-section (723, 582, 858, 757)
budget-section (292, 764, 425, 939)
section-heading-box (436, 1674, 569, 1698)
section-heading-box (869, 1856, 1003, 1880)
section-heading-box (580, 946, 713, 971)
budget-section (723, 401, 858, 575)
section-number: 52 (294, 38, 325, 60)
section-heading-box (723, 1310, 858, 1335)
section-number: 56 (294, 766, 325, 787)
section-label: بجٹ (1042, 1405, 1141, 1426)
budget-section (292, 582, 425, 757)
section-label: بجٹ نمبر (612, 584, 711, 605)
section-number: 16 (870, 1676, 902, 1697)
section-heading-box (292, 1128, 425, 1153)
section-heading-box (436, 764, 569, 789)
section-body-text: بجٹ میں ترقیاتی منصوبوں کے لیے اربوں روپے مختص کیے گئے ہیں، وفاقی حکومت نے مالی سال 2024-25 کے لیے اخراجات اور محاصل کا تخمینہ پیش کیا۔ صوبائی حکومتوں کو وسائل کی منتقلی، تعلیم، صحت اور بنیادی ڈھانچے کے شعبوں میں سرمایہ کاری کا اعلان کیا گیا۔ (869, 1341, 1003, 1483)
section-label: بجٹ نمبر (37, 772, 136, 793)
section-label: بجٹ نمبر (469, 584, 567, 605)
section-label: بجٹ (1042, 38, 1141, 60)
section-label: بجٹ نمبر (181, 351, 280, 372)
section-heading-box (292, 37, 425, 61)
section-heading-box (869, 582, 1003, 607)
section-heading-box (436, 2220, 569, 2244)
section-heading-box (723, 764, 858, 789)
section-label: بجٹ نمبر (892, 38, 1002, 60)
section-label: بجٹ نمبر (181, 1601, 280, 1623)
section-number: 9 (870, 402, 892, 423)
section-label: بجٹ نمبر (325, 220, 424, 242)
section-body-text: بجٹ میں ترقیاتی منصوبوں کے لیے اربوں روپے مختص کیے گئے ہیں، وفاقی حکومت نے مالی سال 2024-25 کے لیے اخراجات اور محاصل کا تخمینہ پیش کیا۔ صوبائی حکومتوں کو وسائل کی منتقلی، تعلیم، صحت اور بنیادی ڈھانچے کے شعبوں میں سرمایہ کاری کا اعلان کیا گیا۔ (869, 1159, 1003, 1301)
section-heading-box (723, 1492, 858, 1517)
masthead (459, 0, 688, 28)
section-number: 24 (725, 948, 756, 969)
section-number: 6/ (1015, 1747, 1042, 1768)
section-body-text: بجٹ میں ترقیاتی منصوبوں کے لیے اربوں روپے مختص کیے گئے ہیں، وفاقی حکومت نے مالی سال 2024-25 کے لیے اخراجات اور محاصل کا تخمینہ پیش کیا۔ صوبائی حکومتوں کو وسائل کی منتقلی، تعلیم، صحت اور بنیادی ڈھانچے کے شعبوں میں سرمایہ کاری کا اعلان کیا گیا۔ (436, 1887, 569, 2029)
budget-section (580, 401, 713, 575)
section-heading-box (1014, 1403, 1142, 1428)
budget-section (436, 2038, 569, 2212)
section-number: 19 (725, 38, 756, 60)
budget-section (580, 946, 713, 1121)
section-label: بجٹ نمبر (756, 766, 856, 787)
section-label: بجٹ نمبر (37, 38, 136, 60)
section-body-text: بجٹ میں ترقیاتی منصوبوں کے لیے اربوں روپے مختص کیے گئے ہیں، وفاقی حکومت نے مالی سال 2024-25 کے لیے اخراجات اور محاصل کا تخمینہ پیش کیا۔ صوبائی حکومتوں کو وسائل کی منتقلی، تعلیم، صحت اور بنیادی ڈھانچے کے شعبوں میں سرمایہ کاری کا اعلان کیا گیا۔ (436, 1523, 569, 1665)
budget-section (292, 1310, 425, 1484)
section-number: 33 (581, 584, 612, 605)
section-label: بجٹ نمبر (892, 220, 1002, 242)
section-number: 47 (437, 1676, 469, 1697)
section-heading-box (292, 401, 425, 425)
budget-section (292, 219, 425, 393)
section-body-text: بجٹ میں ترقیاتی منصوبوں کے لیے اربوں روپے مختص کیے گئے ہیں، وفاقی حکومت نے مالی سال 2024-25 کے لیے اخراجات اور محاصل کا تخمینہ پیش کیا۔ صوبائی حکومتوں کو وسائل کی منتقلی، تعلیم، صحت اور بنیادی ڈھانچے کے شعبوں میں سرمایہ کاری کا اعلان کیا گیا۔ (436, 1159, 569, 1301)
section-label: بجٹ نمبر (325, 38, 424, 60)
section-heading-box (292, 219, 425, 243)
budget-section (723, 1674, 858, 1848)
section-body-text: بجٹ میں ترقیاتی منصوبوں کے لیے اربوں روپے مختص کیے گئے ہیں، وفاقی حکومت نے مالی سال 2024-25 کے لیے اخراجات اور محاصل کا تخمینہ پیش کیا۔ صوبائی حکومتوں کو وسائل کی منتقلی، تعلیم، صحت اور بنیادی ڈھانچے کے شعبوں میں سرمایہ کاری کا اعلان کیا گیا۔ (869, 431, 1003, 573)
section-number: 25 (725, 1130, 756, 1151)
budget-section (723, 219, 858, 393)
section-heading-box (869, 1492, 1003, 1517)
section-number: 49 (437, 2039, 469, 2061)
section-number: 63 (150, 976, 181, 998)
section-label: بجٹ نمبر (469, 766, 567, 787)
